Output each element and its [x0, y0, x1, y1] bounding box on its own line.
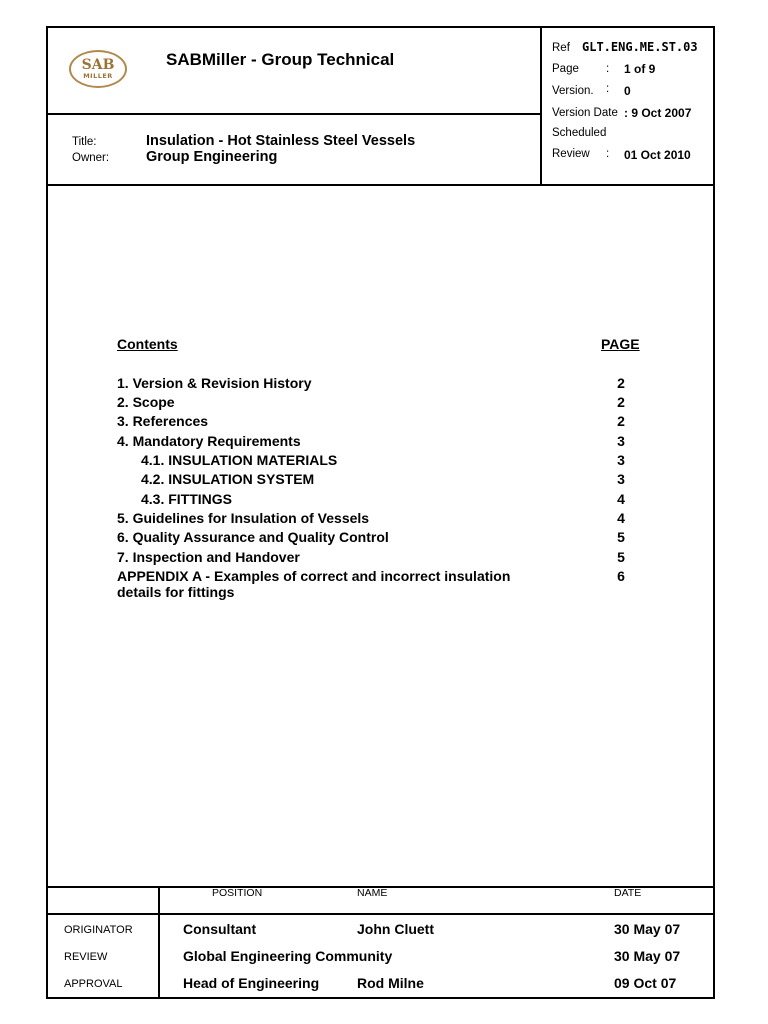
toc-item-page: 4: [617, 491, 625, 507]
ref-value: GLT.ENG.ME.ST.03: [582, 40, 698, 54]
toc-item-label: 2. Scope: [117, 394, 175, 410]
signoff-position: Global Engineering Community: [183, 948, 393, 964]
version-date-label: Version Date: [552, 107, 618, 119]
document-title: Insulation - Hot Stainless Steel Vessels: [146, 133, 416, 149]
signoff-name: Rod Milne: [357, 975, 424, 991]
version-colon: :: [606, 83, 610, 95]
toc-item-label: 7. Inspection and Handover: [117, 549, 300, 565]
version-date-value: : 9 Oct 2007: [624, 106, 692, 120]
toc-item-page: 3: [617, 433, 625, 449]
document-owner: Group Engineering: [146, 149, 278, 165]
column-header-position: POSITION: [212, 887, 263, 899]
toc-item-label: 1. Version & Revision History: [117, 375, 312, 391]
document-frame: [46, 26, 715, 999]
toc-item-page: 5: [617, 549, 625, 565]
signoff-position: Consultant: [183, 921, 257, 937]
version-label: Version.: [552, 85, 594, 97]
logo-text-miller: MILLER: [83, 72, 113, 80]
review-colon: :: [606, 148, 610, 160]
toc-item-page: 5: [617, 529, 625, 545]
version-value: 0: [624, 84, 631, 98]
signoff-header-divider: [48, 913, 715, 915]
toc-item-label: APPENDIX A - Examples of correct and incorrect insulation: [117, 568, 511, 584]
title-label: Title:: [72, 136, 97, 148]
review-label: Review: [552, 148, 590, 160]
toc-subitem-label: 4.3. FITTINGS: [141, 491, 233, 507]
toc-subitem-label: 4.1. INSULATION MATERIALS: [141, 452, 338, 468]
column-header-date: DATE: [614, 887, 642, 899]
signoff-date: 30 May 07: [614, 921, 681, 937]
signoff-date: 30 May 07: [614, 948, 681, 964]
toc-item-page: 3: [617, 471, 625, 487]
signoff-role: REVIEW: [64, 951, 108, 963]
ref-label: Ref: [552, 42, 570, 54]
scheduled-label: Scheduled: [552, 127, 607, 139]
toc-item-label-continued: details for fittings: [117, 584, 235, 600]
toc-item-page: 2: [617, 413, 625, 429]
owner-label: Owner:: [72, 152, 110, 164]
toc-item-page: 6: [617, 568, 625, 584]
header-company-cell: [48, 28, 542, 115]
contents-heading: Contents: [117, 336, 178, 352]
company-name: SABMiller - Group Technical: [166, 50, 395, 69]
toc-item-label: 3. References: [117, 413, 209, 429]
signoff-date: 09 Oct 07: [614, 975, 677, 991]
review-value: 01 Oct 2010: [624, 148, 691, 162]
page-column-heading: PAGE: [601, 336, 640, 352]
toc-item-label: 5. Guidelines for Insulation of Vessels: [117, 510, 370, 526]
toc-subitem-label: 4.2. INSULATION SYSTEM: [141, 471, 315, 487]
signoff-position: Head of Engineering: [183, 975, 320, 991]
header-meta-cell: [542, 28, 715, 186]
page-colon: :: [606, 63, 610, 75]
page-value: 1 of 9: [624, 62, 656, 76]
column-header-name: NAME: [357, 887, 388, 899]
signoff-name: John Cluett: [357, 921, 434, 937]
signoff-role: APPROVAL: [64, 978, 123, 990]
header-title-cell: [48, 115, 542, 186]
sabmiller-logo: [69, 50, 127, 88]
signoff-column-divider: [158, 886, 160, 999]
toc-item-page: 2: [617, 394, 625, 410]
toc-item-page: 2: [617, 375, 625, 391]
signoff-role: ORIGINATOR: [64, 924, 133, 936]
toc-item-page: 4: [617, 510, 625, 526]
page-label: Page: [552, 63, 579, 75]
toc-item-label: 4. Mandatory Requirements: [117, 433, 301, 449]
logo-text-sab: SAB: [81, 57, 115, 73]
toc-item-label: 6. Quality Assurance and Quality Control: [117, 529, 389, 545]
toc-item-page: 3: [617, 452, 625, 468]
